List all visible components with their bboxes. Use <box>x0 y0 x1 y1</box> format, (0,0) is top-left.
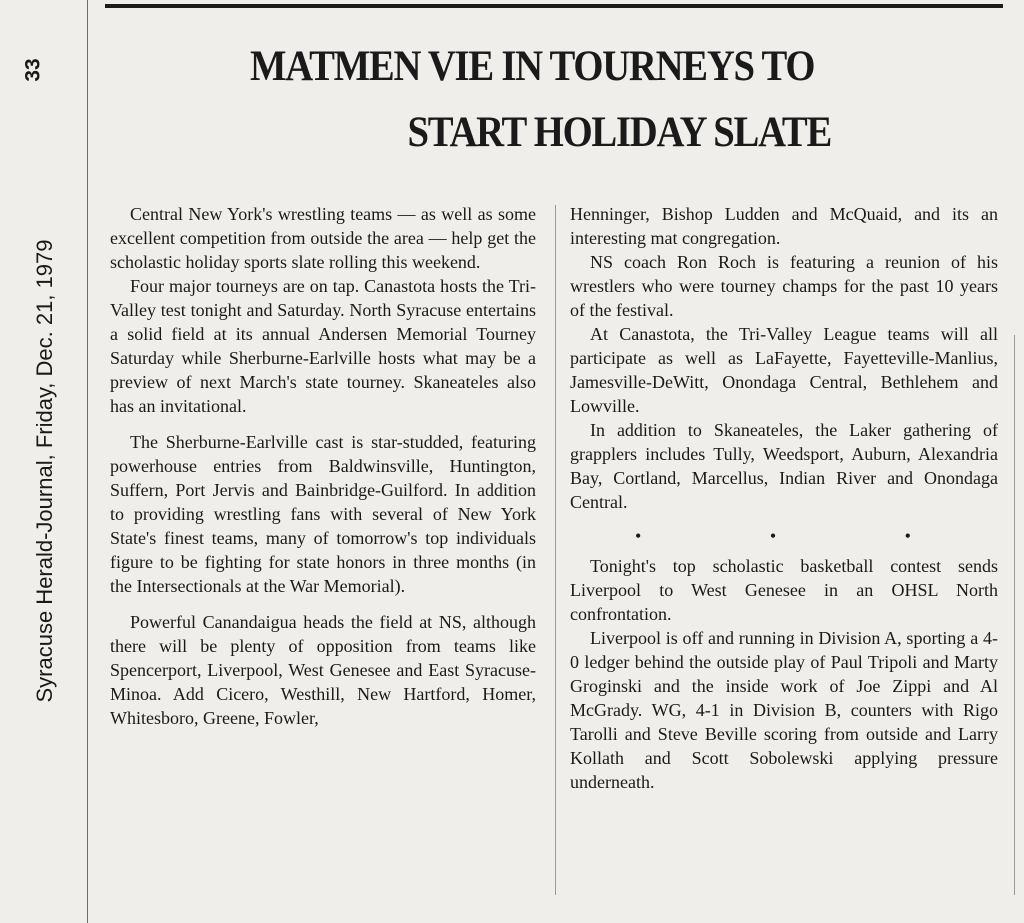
paragraph: NS coach Ron Roch is featuring a reunion of his wrestlers who were tourney champs for the past 10 years of the festival. <box>570 252 998 320</box>
paragraph: At Canastota, the Tri-Valley League teams will all participate as well as LaFayette, Fayetteville-Manlius, Jamesville-DeWitt, Onondaga Central, Bethlehem and Lowville. <box>570 324 998 416</box>
headline-line-1: MATMEN VIE IN TOURNEYS TO <box>250 43 815 90</box>
article-column-2 <box>570 202 998 794</box>
headline-line-2: START HOLIDAY SLATE <box>407 109 831 156</box>
paragraph: Tonight's top scholastic basketball contest sends Liverpool to West Genesee in an OHSL North confrontation. <box>570 556 998 624</box>
headline <box>250 34 907 166</box>
edge-rule <box>1014 335 1015 895</box>
paragraph: In addition to Skaneateles, the Laker gathering of grapplers includes Tully, Weedsport, Auburn, Alexandria Bay, Cortland, Marcellus, Indian River and Onondaga Central. <box>570 420 998 512</box>
section-separator: • • • <box>635 526 973 546</box>
paragraph: Henninger, Bishop Ludden and McQuaid, and its an interesting mat congregation. <box>570 204 998 248</box>
column-divider <box>555 205 556 895</box>
paragraph: The Sherburne-Earlville cast is star-studded, featuring powerhouse entries from Baldwinsville, Huntington, Suffern, Port Jervis and Bainbridge-Guilford. In addition to providing wrestling fans with several of New York State's finest teams, many of tomorrow's top individuals figure to be fighting for state honors in three months (in the Intersectionals at the War Memorial). <box>110 432 536 596</box>
paragraph: Powerful Canandaigua heads the field at NS, although there will be plenty of opposition from teams like Spencerport, Liverpool, West Genesee and East Syracuse-Minoa. Add Cicero, Westhill, New Hartford, Homer, Whitesboro, Greene, Fowler, <box>110 612 536 728</box>
paragraph: Liverpool is off and running in Division A, sporting a 4-0 ledger behind the outside play of Paul Tripoli and Marty Groginski and the inside work of Joe Zippi and Al McGrady. WG, 4-1 in Division B, counters with Rigo Tarolli and Steve Beville scoring from outside and Larry Kollath and Scott Sobolewski applying pressure underneath. <box>570 628 998 792</box>
article-column-1 <box>110 202 536 730</box>
page-number: 33 <box>21 58 45 82</box>
paragraph: Central New York's wrestling teams — as well as some excellent competition from outside the area — help get the scholastic holiday sports slate rolling this weekend. <box>110 204 536 272</box>
gutter-rule <box>87 0 88 923</box>
top-rule <box>105 4 1003 8</box>
paragraph: Four major tourneys are on tap. Canastota hosts the Tri-Valley test tonight and Saturday. North Syracuse entertains a solid field at its annual Andersen Memorial Tourney Saturday while Sherburne-Earlville hosts what may be a preview of next March's state tourney. Skaneateles also has an invitational. <box>110 276 536 416</box>
dateline: Syracuse Herald-Journal, Friday, Dec. 21, 1979 <box>32 239 57 703</box>
